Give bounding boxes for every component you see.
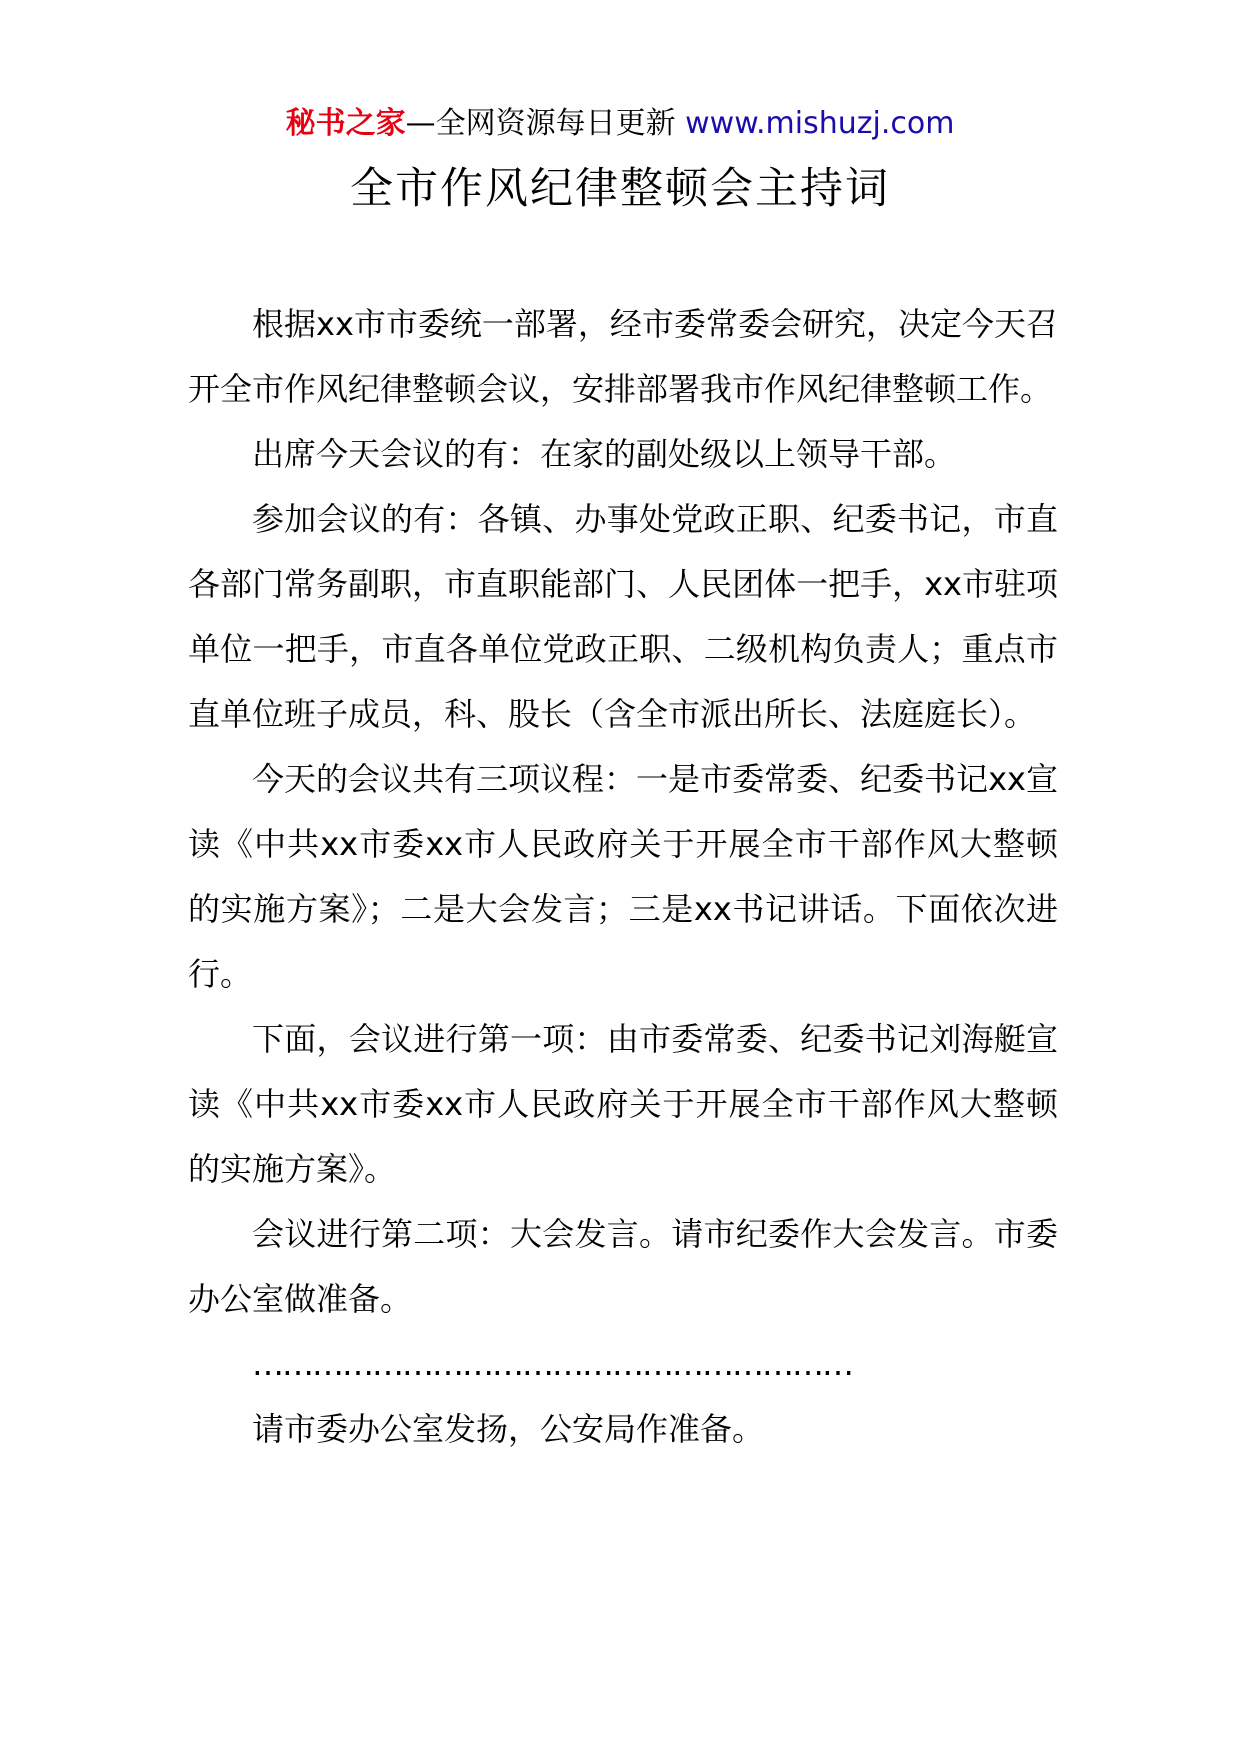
document-title: 全市作风纪律整顿会主持词 xyxy=(350,164,890,214)
site-brand: 秘书之家 xyxy=(285,106,406,141)
document-body xyxy=(188,292,1058,1462)
site-header xyxy=(0,104,1240,144)
paragraph: 根据xx市市委统一部署，经市委常委会研究，决定今天召开全市作风纪律整顿会议，安排部署我市作风纪律整顿工作。 xyxy=(188,305,1058,408)
ellipsis-line: …………………………………………………… xyxy=(252,1345,852,1383)
site-url-link[interactable]: www.mishuzj.com xyxy=(685,106,955,141)
paragraph: 今天的会议共有三项议程：一是市委常委、纪委书记xx宣读《中共xx市委xx市人民政府关于开展全市干部作风大整顿的实施方案》；二是大会发言；三是xx书记讲话。下面依次进行。 xyxy=(188,760,1058,993)
site-tagline: —全网资源每日更新 xyxy=(405,106,676,141)
paragraph: 下面，会议进行第一项：由市委常委、纪委书记刘海艇宣读《中共xx市委xx市人民政府关于开展全市干部作风大整顿的实施方案》。 xyxy=(188,1020,1058,1188)
paragraph: 出席今天会议的有：在家的副处级以上领导干部。 xyxy=(252,435,957,473)
paragraph: 会议进行第二项：大会发言。请市纪委作大会发言。市委办公室做准备。 xyxy=(188,1215,1058,1318)
paragraph: 请市委办公室发扬，公安局作准备。 xyxy=(252,1410,765,1448)
paragraph: 参加会议的有：各镇、办事处党政正职、纪委书记，市直各部门常务副职，市直职能部门、人民团体一把手，xx市驻项单位一把手，市直各单位党政正职、二级机构负责人；重点市直单位班子成员，科、股长（含全市派出所长、法庭庭长）。 xyxy=(188,500,1058,733)
